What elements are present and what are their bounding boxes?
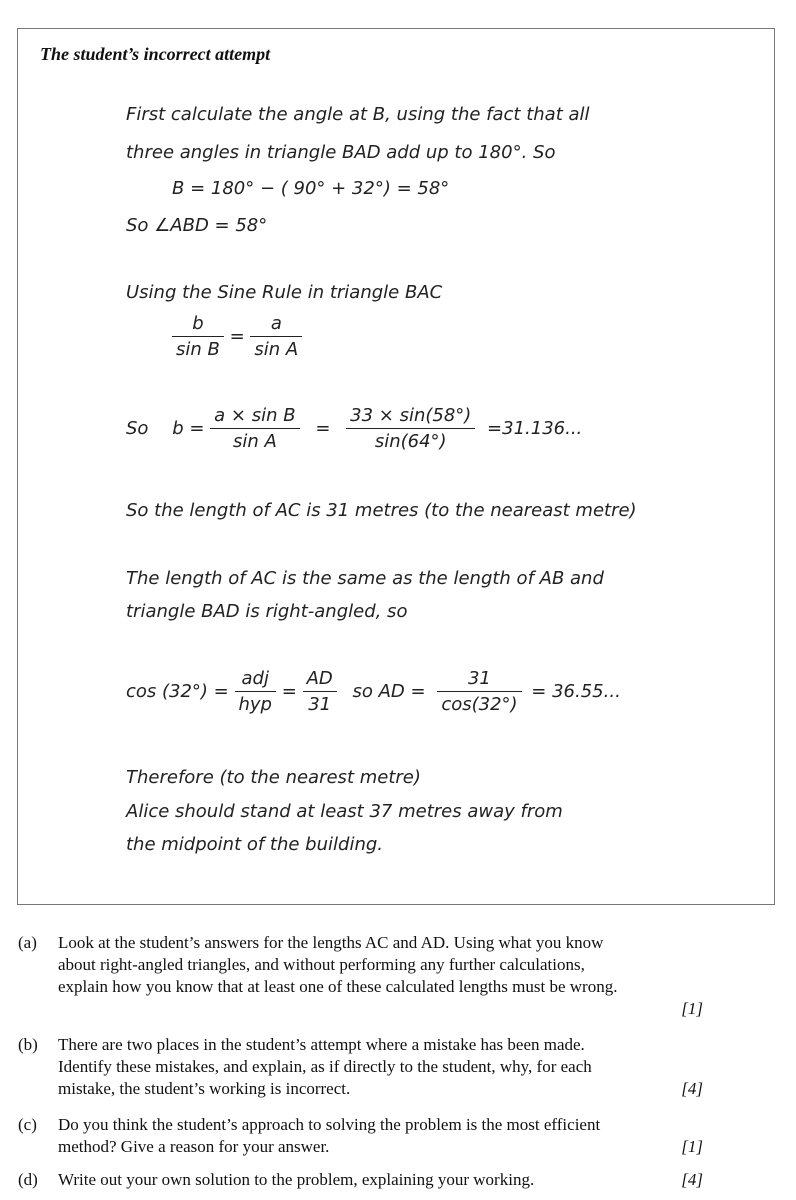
equals-sign: = xyxy=(315,418,331,439)
question-c xyxy=(18,1114,708,1158)
cos-result: = 36.55... xyxy=(531,681,621,702)
fraction-denominator: sin B xyxy=(176,339,220,360)
so-label: So xyxy=(126,418,149,439)
question-label: (b) xyxy=(18,1035,38,1054)
length-ac-line: So the length of AC is 31 metres (to the neareast metre) xyxy=(126,500,637,521)
question-text: Do you think the student’s approach to solving the problem is the most efficient method? Give a reason for your answer. xyxy=(58,1115,601,1156)
fraction-numerator: AD xyxy=(303,668,337,692)
question-text: There are two places in the student’s attempt where a mistake has been made. Identify these mistakes, and explain, as if directly to the student, why, for each mistake, the student’s working is incorrect. xyxy=(58,1035,592,1098)
fraction-denominator: sin(64°) xyxy=(374,431,447,452)
fraction-numerator: a xyxy=(250,313,302,337)
b-equals: b = xyxy=(172,418,205,439)
angle-equation: B = 180° − ( 90° + 32°) = 58° xyxy=(172,178,450,199)
question-label: (c) xyxy=(18,1115,37,1134)
step1-line2: three angles in triangle BAD add up to 180°. So xyxy=(126,142,556,163)
fraction-denominator: sin A xyxy=(254,339,299,360)
computation-result: =31.136... xyxy=(487,418,583,439)
cos-lhs: cos (32°) = xyxy=(126,681,229,702)
fraction-denominator: 31 xyxy=(308,694,332,715)
final-line2: Alice should stand at least 37 metres away from xyxy=(126,801,563,822)
sine-rule-equation xyxy=(172,313,302,360)
fraction-numerator: adj xyxy=(235,668,277,692)
question-marks: [4] xyxy=(681,1170,703,1189)
fraction-numerator: a × sin B xyxy=(210,405,299,429)
question-label: (a) xyxy=(18,933,37,952)
question-marks: [1] xyxy=(681,999,703,1018)
same-length-line1: The length of AC is the same as the length of AB and xyxy=(126,568,604,589)
cos-fraction-3 xyxy=(437,668,521,715)
question-text: Look at the student’s answers for the lengths AC and AD. Using what you know about right-angled triangles, and without performing any further calculations, explain how you know that at least one of these calculated lengths must be wrong. xyxy=(58,933,618,996)
question-marks: [1] xyxy=(681,1137,703,1156)
sine-rule-intro: Using the Sine Rule in triangle BAC xyxy=(126,282,443,303)
final-line3: the midpoint of the building. xyxy=(126,834,384,855)
question-b xyxy=(18,1034,708,1100)
sine-computation xyxy=(126,405,582,452)
same-length-line2: triangle BAD is right-angled, so xyxy=(126,601,408,622)
so-ad-equals: so AD = xyxy=(352,681,426,702)
final-line1: Therefore (to the nearest metre) xyxy=(126,767,421,788)
cos-fraction-1 xyxy=(235,668,277,715)
fraction-denominator: cos(32°) xyxy=(441,694,518,715)
computation-fraction-1 xyxy=(210,405,299,452)
question-a xyxy=(18,932,708,1018)
fraction-numerator: 33 × sin(58°) xyxy=(346,405,475,429)
question-d xyxy=(18,1169,708,1191)
fraction-numerator: b xyxy=(172,313,224,337)
angle-conclusion: So ∠ABD = 58° xyxy=(126,215,268,236)
question-marks: [4] xyxy=(681,1079,703,1098)
cosine-computation xyxy=(126,668,621,715)
equals-sign: = xyxy=(229,326,245,347)
sine-rule-fraction-left xyxy=(172,313,224,360)
question-label: (d) xyxy=(18,1170,38,1189)
fraction-numerator: 31 xyxy=(437,668,521,692)
fraction-denominator: hyp xyxy=(238,694,272,715)
computation-fraction-2 xyxy=(346,405,475,452)
sine-rule-fraction-right xyxy=(250,313,302,360)
box-title: The student’s incorrect attempt xyxy=(40,44,271,64)
fraction-denominator: sin A xyxy=(232,431,277,452)
step1-line1: First calculate the angle at B, using the fact that all xyxy=(126,104,590,125)
equals-sign: = xyxy=(281,681,297,702)
cos-fraction-2 xyxy=(303,668,337,715)
question-text: Write out your own solution to the problem, explaining your working. xyxy=(58,1170,535,1189)
